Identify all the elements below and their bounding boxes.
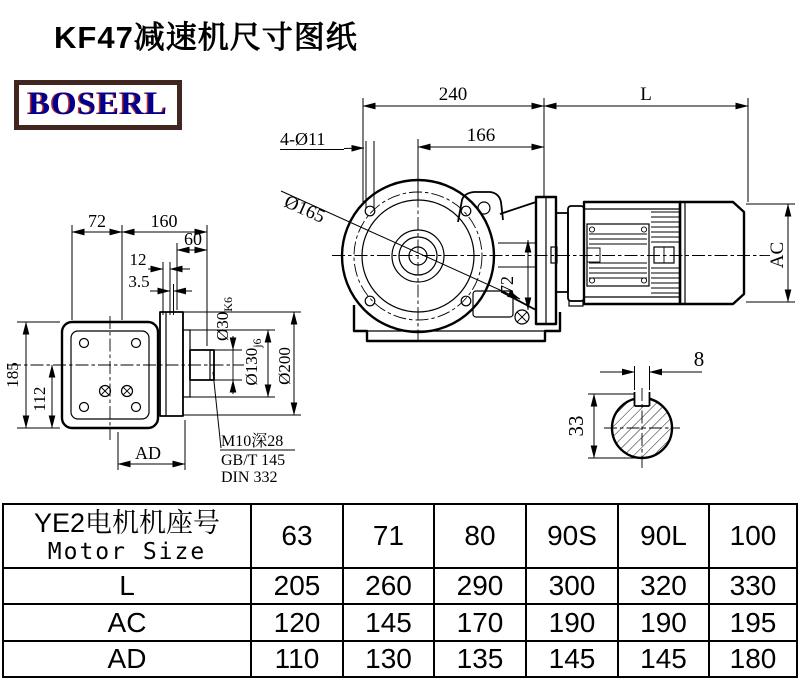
dim-label-60: 60	[184, 229, 202, 249]
front-view	[280, 84, 795, 342]
header-en: Motor Size	[47, 539, 207, 565]
tapped-holes	[100, 386, 133, 397]
cell: 290	[434, 568, 526, 604]
cell: 320	[618, 568, 709, 604]
dim-label-d130: $Ø130_{j6}$	[242, 338, 264, 386]
cell: 120	[251, 604, 343, 641]
dim-label-d30: $Ø30_{K6}$	[213, 297, 235, 341]
bolt-hole	[365, 206, 375, 216]
brand-logo: BOSERL	[14, 80, 182, 130]
table-header-motor-size	[3, 504, 251, 568]
side-view	[3, 211, 301, 486]
cell: 260	[343, 568, 434, 604]
cell: 330	[709, 568, 797, 604]
row-label: AD	[3, 641, 251, 677]
dim-label-72-side: 72	[88, 211, 106, 231]
header-cn: YE2电机机座号	[33, 508, 221, 538]
row-label: L	[3, 568, 251, 604]
dim-label-d165: Ø165	[280, 191, 329, 228]
dim-label-72-front: 72	[497, 276, 517, 294]
column-header: 63	[251, 504, 343, 568]
spigot	[183, 330, 190, 397]
cell: 130	[343, 641, 434, 677]
column-header: 90L	[618, 504, 709, 568]
column-header: 80	[434, 504, 526, 568]
dim-label-33: 33	[564, 415, 588, 437]
cell: 145	[618, 641, 709, 677]
dim-label-112: 112	[30, 386, 49, 412]
table-row-AC	[3, 604, 797, 641]
dim-label-AC: AC	[767, 241, 788, 269]
fan-cover	[680, 202, 744, 304]
side-dimensions	[3, 211, 301, 486]
cell: 300	[526, 568, 618, 604]
cell: 195	[709, 604, 797, 641]
column-header: 71	[343, 504, 434, 568]
dim-label-4d11: 4-Ø11	[280, 129, 326, 149]
thread-note-3: DIN 332	[221, 469, 278, 486]
cell: 170	[434, 604, 526, 641]
cell: 190	[526, 604, 618, 641]
table-row-AD	[3, 641, 797, 677]
dim-label-d200: Ø200	[275, 347, 294, 385]
cell: 205	[251, 568, 343, 604]
dim-label-166: 166	[466, 125, 496, 146]
bolt-hole	[461, 296, 471, 306]
cell: 135	[434, 641, 526, 677]
table-header-row	[3, 504, 797, 568]
dim-label-8: 8	[693, 347, 705, 371]
dim-label-160: 160	[150, 211, 178, 231]
dim-label-3-5: 3.5	[128, 272, 150, 291]
bolt-symbol	[515, 310, 529, 324]
cell: 180	[709, 641, 797, 677]
row-label: AC	[3, 604, 251, 641]
dim-label-L: L	[640, 84, 652, 105]
fin-block	[587, 224, 649, 286]
dim-label-AD: AD	[135, 443, 161, 463]
bolt-hole	[461, 206, 471, 216]
column-header: 100	[709, 504, 797, 568]
cell: 145	[526, 641, 618, 677]
dim-label-185: 185	[3, 362, 22, 388]
cell: 145	[343, 604, 434, 641]
dim-label-240: 240	[438, 84, 468, 105]
column-header: 90S	[526, 504, 618, 568]
motor-size-table	[2, 503, 798, 678]
dim-label-12: 12	[129, 250, 147, 269]
cell: 110	[251, 641, 343, 677]
cell: 190	[618, 604, 709, 641]
page-title: KF47减速机尺寸图纸	[54, 20, 358, 55]
table-row-L	[3, 568, 797, 604]
bolt-hole	[365, 296, 375, 306]
shaft-section	[564, 347, 704, 468]
thread-note-1: M10深28	[221, 433, 284, 450]
output-flange	[160, 312, 214, 416]
thread-note-2: GB/T 145	[221, 452, 286, 469]
flange-plate	[536, 197, 556, 324]
motor	[551, 202, 744, 306]
